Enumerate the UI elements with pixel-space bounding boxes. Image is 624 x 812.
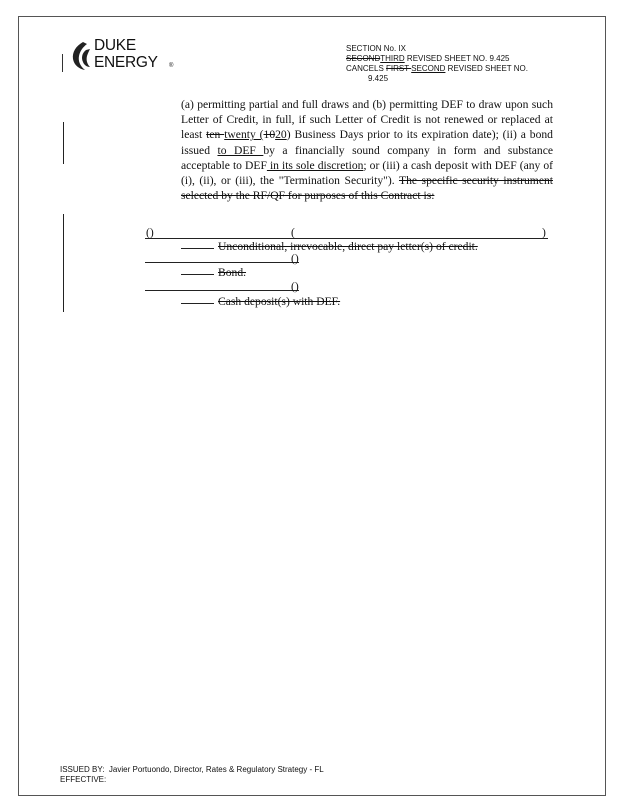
selection-line [145,262,299,263]
inserted-text: THIRD [380,54,405,63]
cancels-prefix: CANCELS [346,64,387,73]
inserted-text: 20 [275,128,287,142]
cancels-sheet-line [346,64,528,74]
paragraph-text: ) Business Days prior to its expiration date); (ii) a bond issued [181,128,553,157]
duke-energy-flame-icon [68,40,92,72]
sheet-line-text: REVISED SHEET NO. 9.425 [404,54,510,63]
option-bond: Bond. [218,266,247,279]
logo-word-duke: DUKE [94,37,136,54]
deleted-text: 10 [263,128,276,142]
sheet-header [346,44,528,84]
effective-label: EFFECTIVE: [60,775,107,784]
issued-by-line [60,765,324,775]
option-paren-open: ( [291,226,295,239]
issued-by-label: ISSUED BY: [60,765,105,774]
change-bar [63,122,64,164]
inserted-text: SECOND [411,64,446,73]
option-paren: () [291,280,299,293]
paragraph-text: by a financially sound company in form and substance acceptable to DEF [181,143,553,172]
logo-divider [62,54,63,72]
revised-sheet-line [346,54,528,64]
cancels-sheet-number: 9.425 [368,74,389,83]
strike-lead [181,274,214,275]
deleted-text: The specific security instrument selected by the RF/QF for purposes of this Contract is: [181,174,553,203]
strike-lead [181,303,214,304]
selection-line [145,290,299,291]
registered-mark: ® [169,63,174,69]
footer [60,765,324,785]
option-letter-of-credit: Unconditional, irrevocable, direct pay letter(s) of credit. [218,240,478,253]
deleted-text: SECOND [346,54,381,63]
duke-energy-logo [62,36,182,80]
option-paren-close: ) [542,226,546,239]
cancels-line-text: REVISED SHEET NO. [445,64,528,73]
inserted-text: in its sole discretion [266,158,364,172]
deleted-text: FIRST [386,64,412,73]
logo-word-energy: ENERGY [94,54,158,71]
paragraph-text: (a) permitting partial and full draws and (b) permitting DEF to draw upon such Letter of Credit, in full, if such Letter of Credit is not renewed or replaced at least [181,98,553,142]
inserted-text: twenty ( [224,128,264,142]
strike-lead [181,248,214,249]
option-paren: () [291,252,299,265]
selection-line [145,238,548,239]
section-number: SECTION No. IX [346,44,407,53]
paragraph-text: ; or (iii) a cash deposit with DEF (any of (i), (ii), or (iii), the "Termination Security"). [181,158,553,188]
deleted-text: ten [206,128,225,142]
option-cash-deposit: Cash deposit(s) with DEF. [218,295,341,308]
inserted-text: to DEF [217,143,264,157]
option-paren: () [146,226,154,239]
issued-by-value: Javier Portuondo, Director, Rates & Regulatory Strategy - FL [108,765,324,774]
change-bar [63,214,64,312]
termination-security-paragraph [181,97,553,203]
